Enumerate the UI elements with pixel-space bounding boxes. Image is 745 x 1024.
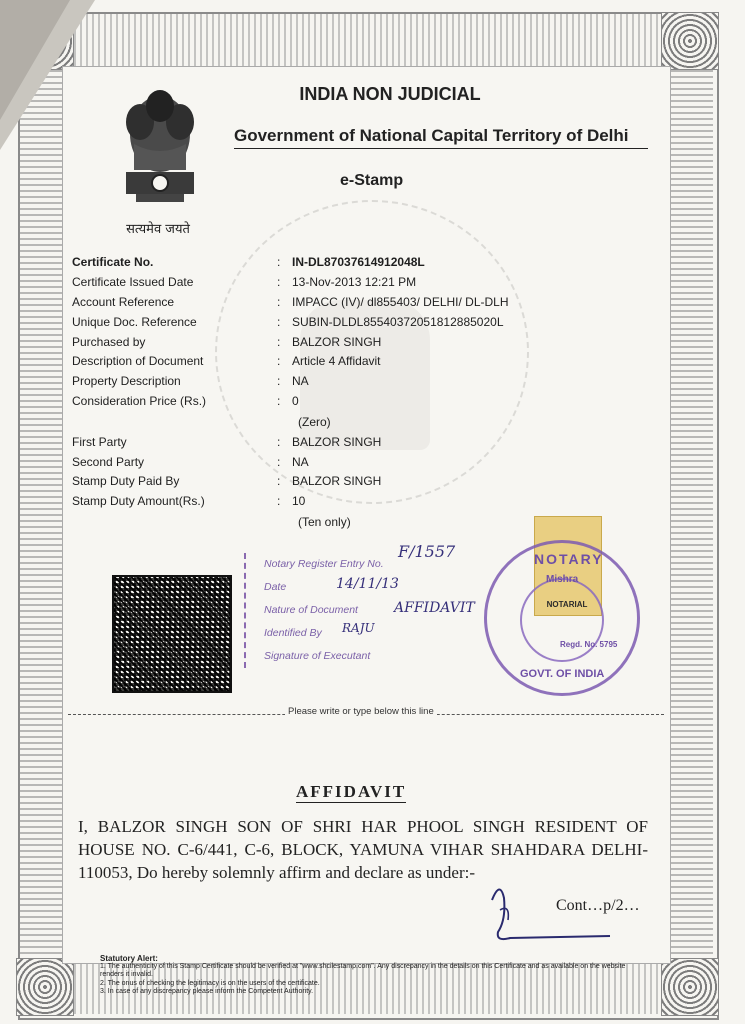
- field-label: Certificate No.: [72, 255, 154, 269]
- document-type: e-Stamp: [340, 172, 404, 189]
- separator-text: Please write or type below this line: [285, 706, 437, 717]
- ashoka-emblem-icon: [112, 84, 208, 214]
- field-value: 10: [292, 494, 306, 508]
- register-entry-label: Notary Register Entry No.: [264, 558, 384, 570]
- register-date-value: 14/11/13: [336, 576, 399, 592]
- field-value: NA: [292, 455, 309, 469]
- continuation-note: Cont…p/2…: [556, 897, 640, 914]
- notary-seal-bottom: GOVT. OF INDIA: [520, 668, 605, 680]
- field-row: Stamp Duty Amount(Rs.) : 10: [72, 494, 306, 508]
- field-value: IMPACC (IV)/ dl855403/ DELHI/ DL-DLH: [292, 295, 509, 309]
- signature: [470, 880, 620, 950]
- field-value: Article 4 Affidavit: [292, 354, 381, 368]
- notary-seal-top: NOTARY: [534, 551, 604, 567]
- corner-ornament: [661, 958, 719, 1016]
- corner-ornament: [661, 12, 719, 70]
- government-title: Government of National Capital Territory of Delhi: [234, 126, 648, 149]
- register-identified-label: Identified By: [264, 627, 322, 639]
- statutory-alert-item: 3. In case of any discrepancy please inform the Competent Authority.: [100, 987, 314, 995]
- statutory-alert-item: 2. The onus of checking the legitimacy is on the users of the certificate.: [100, 979, 320, 987]
- field-row: First Party : BALZOR SINGH: [72, 435, 382, 449]
- field-row: Account Reference : IMPACC (IV)/ dl855403/ DELHI/ DL-DLH: [72, 295, 509, 309]
- field-row: Description of Document : Article 4 Affidavit: [72, 354, 381, 368]
- consideration-words: (Zero): [298, 415, 331, 429]
- field-row: Second Party : NA: [72, 455, 309, 469]
- field-value: BALZOR SINGH: [292, 474, 382, 488]
- field-value: 13-Nov-2013 12:21 PM: [292, 275, 417, 289]
- statutory-alert-title: Statutory Alert:: [100, 954, 158, 963]
- notary-seal-center: NOTARIAL: [546, 600, 588, 609]
- field-label: Certificate Issued Date: [72, 275, 194, 289]
- field-label: Stamp Duty Amount(Rs.): [72, 494, 205, 508]
- field-value: IN-DL87037614912048L: [292, 255, 425, 269]
- field-row: Certificate No. : IN-DL87037614912048L: [72, 255, 425, 269]
- notary-seal-inner: [520, 578, 604, 662]
- affidavit-body: I, BALZOR SINGH SON OF SHRI HAR PHOOL SINGH RESIDENT OF HOUSE NO. C-6/441, C-6, BLOCK, YAMUNA VIHAR SHAHDARA DELHI-110053, Do hereby solemnly affirm and declare as under:-: [78, 817, 648, 882]
- field-row: Unique Doc. Reference : SUBIN-DLDL85540372051812885020L: [72, 315, 504, 329]
- statutory-alert: [100, 955, 640, 996]
- field-value: 0: [292, 394, 299, 408]
- field-value: SUBIN-DLDL85540372051812885020L: [292, 315, 504, 329]
- statutory-alert-item: 1. The authenticity of this Stamp Certificate should be verified at "www.shcilestamp.com". Any discrepancy in the details on this Certificate and as available on the website renders it invalid.: [100, 963, 626, 979]
- register-signature-label: Signature of Executant: [264, 650, 371, 662]
- affidavit-title: AFFIDAVIT: [296, 782, 407, 801]
- field-value: BALZOR SINGH: [292, 435, 382, 449]
- field-row: Stamp Duty Paid By : BALZOR SINGH: [72, 474, 382, 488]
- field-label: Description of Document: [72, 354, 204, 368]
- register-date-label: Date: [264, 581, 287, 593]
- register-entry-value: F/1557: [398, 542, 456, 561]
- field-row: Purchased by : BALZOR SINGH: [72, 335, 382, 349]
- notary-seal-name: Mishra: [546, 574, 579, 585]
- register-identified-value: RAJU: [342, 621, 375, 635]
- field-label: Stamp Duty Paid By: [72, 474, 180, 488]
- field-row: Consideration Price (Rs.) : 0: [72, 394, 299, 408]
- field-label: Purchased by: [72, 335, 146, 349]
- field-label: First Party: [72, 435, 127, 449]
- amount-words: (Ten only): [298, 515, 351, 529]
- field-label: Account Reference: [72, 295, 175, 309]
- field-label: Consideration Price (Rs.): [72, 394, 207, 408]
- register-nature-value: AFFIDAVIT: [394, 600, 475, 616]
- page-title: INDIA NON JUDICIAL: [299, 84, 481, 104]
- corner-ornament: [16, 958, 74, 1016]
- field-row: Property Description : NA: [72, 374, 309, 388]
- page-fold-shadow: [0, 0, 70, 120]
- field-label: Property Description: [72, 374, 181, 388]
- register-nature-label: Nature of Document: [264, 604, 358, 616]
- notary-seal-reg: Regd. No. 5795: [560, 640, 618, 649]
- emblem-motto: सत्यमेव जयते: [126, 222, 190, 237]
- field-label: Unique Doc. Reference: [72, 315, 197, 329]
- qr-code: [112, 575, 232, 693]
- field-value: NA: [292, 374, 309, 388]
- field-label: Second Party: [72, 455, 145, 469]
- field-row: Certificate Issued Date : 13-Nov-2013 12:21 PM: [72, 275, 417, 289]
- field-value: BALZOR SINGH: [292, 335, 382, 349]
